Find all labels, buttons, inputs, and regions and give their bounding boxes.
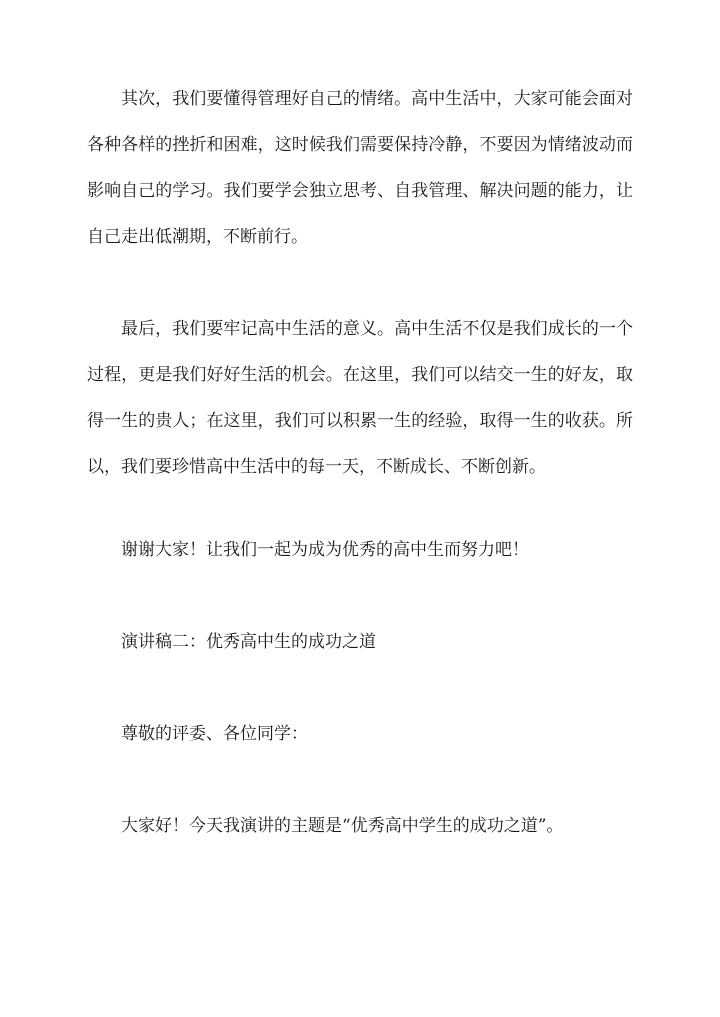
paragraph-emotion-management: 其次，我们要懂得管理好自己的情绪。高中生活中，大家可能会面对各种各样的挫折和困难，这时候我们需要保持冷静，不要因为情绪波动而影响自己的学习。我们要学会独立思考、自我管理、解决问题的能力，让自己走出低潮期，不断前行。 (87, 89, 633, 247)
paragraph-meaning-of-high-school: 最后，我们要牢记高中生活的意义。高中生活不仅是我们成长的一个过程，更是我们好好生活的机会。在这里，我们可以结交一生的好友，取得一生的贵人；在这里，我们可以积累一生的经验，取得一生的收获。所以，我们要珍惜高中生活中的每一天，不断成长、不断创新。 (87, 319, 633, 477)
salutation: 尊敬的评委、各位同学： (121, 724, 308, 744)
paragraph-speech-topic: 大家好！今天我演讲的主题是“优秀高中学生的成功之道”。 (121, 816, 564, 836)
speech-two-heading: 演讲稿二：优秀高中生的成功之道 (121, 632, 376, 652)
paragraph-closing-thanks: 谢谢大家！让我们一起为成为优秀的高中生而努力吧！ (121, 540, 529, 560)
